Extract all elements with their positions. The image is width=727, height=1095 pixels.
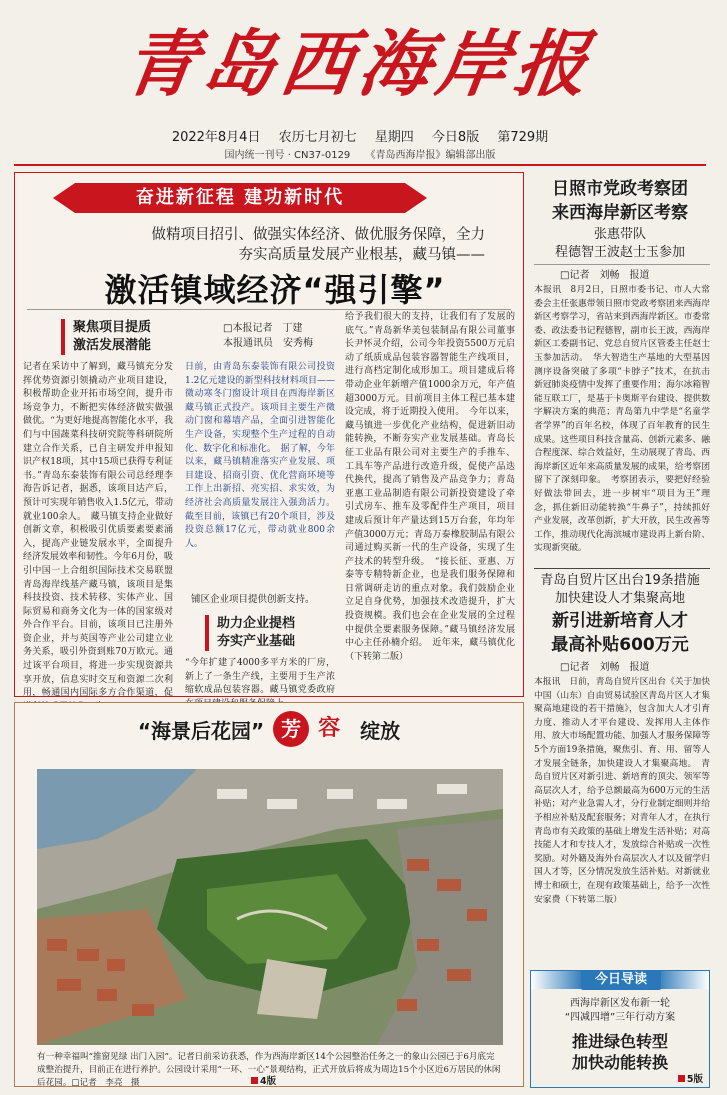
photo-caption: 有一种幸福叫“推窗见绿 出门入园”。记者日前采访获悉，作为西海岸新区14个公园整治任务之一的象山公园已于6月底完成整治提升，目前正在进行养护。公园设计采用“一环、一心”景观结构，正式开放后将成为周边15个小区近6万居民的休闲后花园。□记者 李亮 摄: [37, 1052, 501, 1088]
publication-info: [0, 146, 720, 161]
photo-headline-a: “海景后花园”: [137, 718, 265, 743]
side1-body: 本报讯 8月2日，日照市委书记、市人大常委会主任张惠带领日照市党政考察团来西海岸新区考察学习，省站来到西海岸新区。市委常委、政法委书记程德智，副市长王波，西海岸新区工委副书记、党总自贸片区管委主任赵士玉参加活动。 华大智造生产基地的大型基因测序设备突破了多项“卡脖子”技术，在抗击新冠肺炎疫情中发挥了重要作用；海尔冰箱智能互联工厂，是基于卡奥斯平台建设、提供数字解决方案的典范；青岛第九中学是“名童学者学界”的百年名校，体现了百年教育的民生成果。这些项目科技含量高、创新元素多、融合程度深、综合效益好，生动展现了青岛、西海岸新区近年来高质量发展的成果，给考察团留下了深刻印象。 考察团表示，要把好经验好做法带回去，进一步树牢“项目为王”理念，抓住新旧动能转换“牛鼻子”，持续抓好产业发展，改革创新，扩大开放，民生改善等工作，推动现代化海滨城市建设再上新台阶、实现新突破。: [534, 285, 710, 554]
side2-headline-2: 最高补贴600万元: [551, 635, 689, 655]
aerial-park-photo: [37, 769, 503, 1045]
guide-teaser-line1: 西海岸新区发布新一轮: [570, 998, 670, 1009]
issue-date: 2022年8月4日: [171, 130, 261, 145]
side2-headline-1: 新引进新培育人才: [552, 611, 688, 631]
aerial-photo-illustration: [37, 769, 503, 1045]
lead-headline: 激活镇域经济“强引擎”: [104, 271, 446, 309]
subhead-project-line2: 激活发展潜能: [73, 338, 152, 353]
masthead-divider: [14, 164, 706, 166]
page-count: 今日8版: [431, 130, 480, 145]
photo-headline-fang: 芳: [273, 711, 309, 747]
subhead-enterprise: [205, 615, 295, 651]
side1-headline-2: 来西海岸新区考察: [552, 203, 688, 223]
side1-headline-1: 日照市党政考察团: [552, 179, 688, 199]
lead-story: [14, 172, 524, 697]
side1-rule: [534, 264, 710, 265]
photo-page-ref[interactable]: 4版: [251, 1073, 276, 1087]
guide-label: 今日导读: [581, 970, 661, 990]
newspaper-title: 青岛西海岸报: [119, 21, 600, 106]
subhead-enterprise-line2: 夯实产业基础: [217, 634, 296, 649]
headline-rule: [27, 309, 511, 310]
lead-byline: [223, 321, 313, 351]
masthead: [0, 0, 720, 118]
byline-correspondent: 本报通讯员 安秀梅: [223, 338, 313, 349]
weekday: 星期四: [374, 130, 414, 145]
side-divider: [534, 568, 710, 569]
side2-byline: □记者 刘畅 报道: [560, 662, 650, 673]
dateline: [0, 126, 720, 145]
guide-headline-line1: 推进绿色转型: [571, 1032, 668, 1051]
lead-column-2b: “今年扩建了4000多平方米的厂房，新上了一条生产线，主要用于生产浓缩软成品包装容器。藏马镇党委政府: [185, 658, 335, 696]
lead-column-3: 给予我们很大的支持，让我们有了发展的底气。”青岛新华美包装制品有限公司董事长尹怀灵介绍，公司今年投资5500万元启动了纸质成品包装容器智能生产线项目，进行高档定制化成形加工。项目建成后将带动企业年新增产值1000余万元，年产值超3000万元。目前项目主体工程已基本建设完成，将于近期投入使用。 今年以来，藏马镇进一步优化产业结构，促进新旧动能转换，不断夯实产业发展基础。青岛长征工业品有限公司对主要生产的手推车、工具车等产品进行改造升级，促使产品迭代换代，提高了销售及产品竞争力；青岛亚惠工业品制造有限公司新投资建设了牵引式房车、推车及零配件生产项目，项目建成后预计年产量达到15万台套，年均年产值3000万元；青岛万泰橡胶制品有限公司通过购买新一代的生产设备，实现了生产技术的转型升级。 “接长征、亚惠、万泰等专精特新企业，也是我们服务保障和日常调研走访的重点对象。我们鼓励企业立足自身优势，加强技术改造提升，扩大投资规模。我们也会在企业发展的全过程中提供全要素服务保障。”藏马镇经济发展中心主任孙楠介绍。 近年来，藏马镇优化（下转第二版）: [345, 312, 515, 662]
side1-subhead-2: 程德智王波赵士玉参加: [554, 245, 685, 260]
guide-headline[interactable]: [531, 1031, 709, 1073]
theme-banner: 奋进新征程 建功新时代: [75, 183, 405, 213]
side2-subhead-2: 加快建设人才集聚高地: [554, 591, 685, 606]
today-guide-box: [530, 970, 710, 1088]
guide-page-ref[interactable]: 5版: [678, 1071, 703, 1085]
publisher: 《青岛西海岸报》编辑部出版: [365, 150, 496, 161]
guide-teaser-line2: “四减四增”三年行动方案: [564, 1012, 676, 1023]
side2-subhead-1: 青岛自贸片区出台19条措施: [540, 573, 700, 588]
cn-number: 国内统一刊号 · CN37-0129: [224, 150, 351, 161]
lead-column-2: 日前，由青岛东泰装饰有限公司投资1.2亿元建设的新型科技材料项目——微动寒冬门窗设计项目在西海岸新区藏马镇正式投产。该项目主要生产微动门窗和幕墙产品，全面引进智能化生产设备，实现整个生产过程的自动化、数字化和标准化。 据了解，今年以来，藏马镇精准落实产业发展、项目建设、招商引资、优化营商环境等工作上出新招、亮实招、求实效，为经济社会高质量发展注入强劲活力。截至目前，该镇已有20个项目，涉及投资总额17亿元，带动就业800余人。: [185, 362, 335, 549]
kicker-line-1: 做精项目招引、做强实体经济、做优服务保障，全力: [151, 227, 485, 243]
photo-headline-rong: 容: [318, 716, 341, 741]
side2-body: 本报讯 日前，青岛自贸片区出台《关于加快中国（山东）自由贸易试验区青岛片区人才集聚高地建设的若干措施》，包含加大人才引育力度、推动人才平台建设、发挥用人主体作用、放大市场配置功能、加强人才服务保障等5个方面19条措施，聚焦引、育、用、留等人才发展全链条，加快建设人才集聚高地。 青岛自贸片区对新引进、新培育的顶尖、领军等高层次人才，给予总额最高为600万元的生活补贴；对产业急需人才，分行业制定细则并给予相应补贴及配套服务；对青年人才，在执行青岛市有关政策的基础上增发生活补贴；对高技能人才和专技人才，发放综合补贴或一次性奖励。对外籍及海外台高层次人才以及留学归国人才等，区分情况发放生活补贴。对新就业博士和硕士，在现有政策基础上，给予一次性安家费（下转第二版）: [534, 677, 710, 905]
lunar-date: 农历七月初七: [278, 130, 357, 145]
subhead-enterprise-line1: 助力企业提档: [217, 616, 296, 631]
subhead-project-line1: 聚焦项目提质: [73, 320, 152, 335]
lead-column-2-tail: 铺区企业项目提供创新支持。: [191, 594, 315, 605]
photo-story: [14, 702, 524, 1087]
guide-teaser: [531, 997, 709, 1025]
subhead-project: [61, 319, 151, 355]
kicker-line-2: 夯实高质量发展产业根基，藏马镇——: [238, 247, 485, 263]
issue-number: 第729期: [497, 130, 549, 145]
lead-column-1: 记者在采访中了解到，藏马镇充分发挥优势资源引领撬动产业项目建设，积极帮助企业开拓市场空间，提升市场竞争力，不断把实体经济做实做强做优。“为更好地提高智能化水平，我们与中国蔬菜科技研究院等科研院所建立合作关系，已自主研发并申报知识产权18项，其中15项已获得专利证书。”青岛东泰装饰有限公司总经理李海告诉记者，据悉，该项目达产后，预计可实现年销售收入1.5亿元，带动就业100余人。 藏马镇支持企业做好创新文章，积极吸引优质要素要素涌入，提高产业链发展水平，全面提升经济发展效率和韧性。今年6月份，吸引中国一上合组织国际技术交易联盟青岛海岸线基产藏马镇，该项目是集科技投资、技术转移、实体产业、国际贸易和商务文化为一体的国家级对外合作平台。目前，该项目已注册外资企业，并与英国等产业公司建立业务关系，吸引外资到账70万欧元。通过该平台项目，将进一步实现资源共享开放，信息实时交互和资源二次利用，畅通国内国际多方合作渠道，促: [23, 362, 173, 699]
byline-reporter: □本报记者 丁建: [223, 323, 303, 334]
side1-subhead-1: 张惠带队: [593, 227, 646, 242]
photo-headline-b: 绽放: [360, 718, 401, 743]
photo-headline: [15, 711, 523, 747]
side1-byline: □记者 刘畅 报道: [560, 270, 650, 281]
guide-headline-line2: 加快动能转换: [571, 1053, 668, 1072]
